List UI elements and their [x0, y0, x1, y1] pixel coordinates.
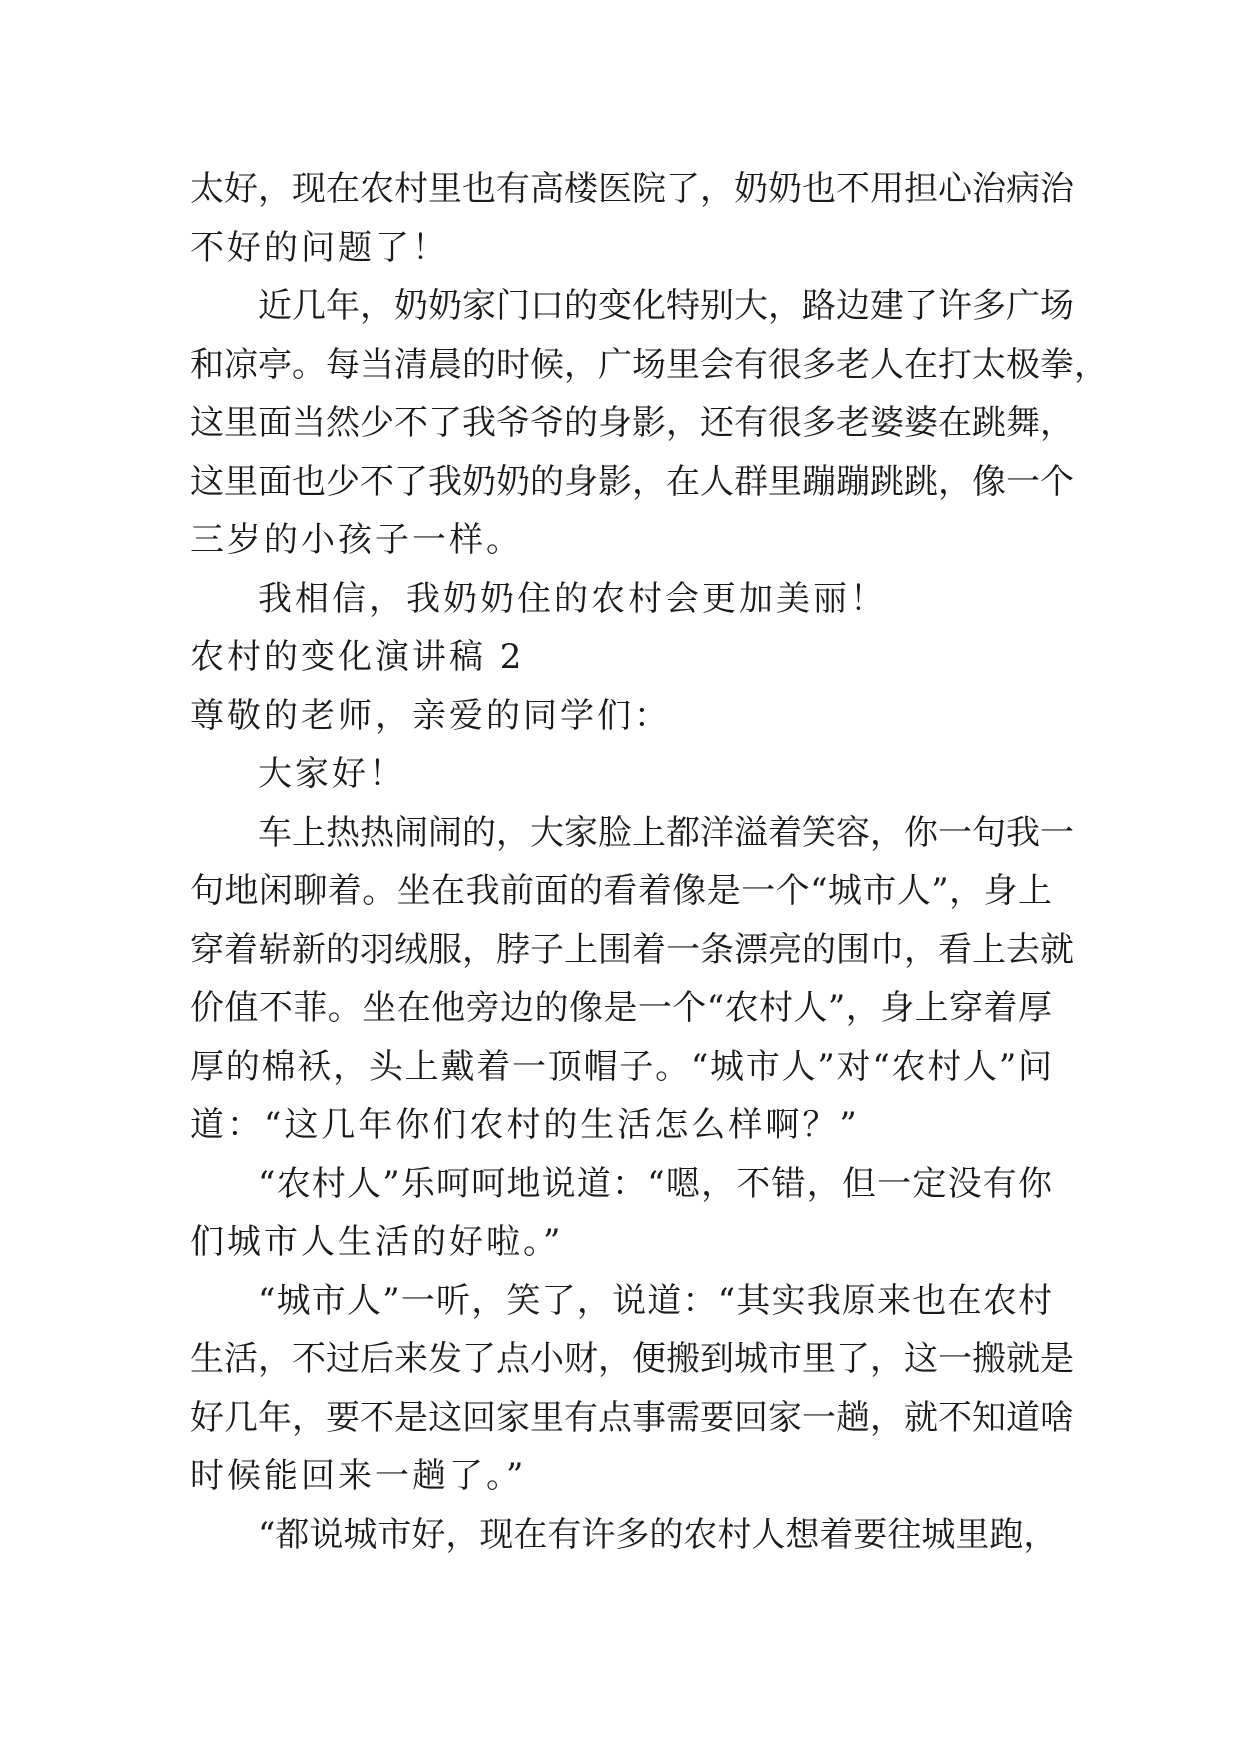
text-line: 们城市人生活的好啦。” — [190, 1222, 564, 1262]
text-line: 时候能回来一趟了。” — [190, 1456, 527, 1496]
text-line: 穿着崭新的羽绒服，脖子上围着一条漂亮的围巾，看上去就 — [190, 929, 1074, 970]
text-line: 好几年，要不是这回家里有点事需要回家一趟，就不知道啥 — [190, 1397, 1074, 1438]
text-line: 和凉亭。每当清晨的时候，广场里会有很多老人在打太极拳， — [190, 344, 1108, 385]
text-line: 价值不菲。坐在他旁边的像是一个“农村人”，身上穿着厚 — [190, 988, 1052, 1028]
text-line: “农村人”乐呵呵地说道：“嗯，不错，但一定没有你 — [258, 1163, 1052, 1204]
text-line: 这里面当然少不了我爷爷的身影，还有很多老婆婆在跳舞， — [190, 403, 1074, 443]
text-line: 这里面也少不了我奶奶的身影，在人群里蹦蹦跳跳，像一个 — [190, 461, 1074, 502]
text-line: 句地闲聊着。坐在我前面的看着像是一个“城市人”，身上 — [190, 871, 1052, 911]
section-heading: 农村的变化演讲稿 2 — [190, 637, 525, 677]
text-line: 不好的问题了！ — [190, 227, 449, 268]
salutation: 尊敬的老师，亲爱的同学们： — [190, 695, 671, 736]
text-line: 生活，不过后来发了点小财，便搬到城市里了，这一搬就是 — [190, 1339, 1074, 1379]
greeting: 大家好！ — [258, 754, 406, 794]
document-page — [190, 160, 1108, 1564]
text-line: “都说城市好，现在有许多的农村人想着要往城里跑， — [258, 1514, 1058, 1555]
text-line: “城市人”一听，笑了，说道：“其实我原来也在农村 — [258, 1280, 1052, 1321]
text-line: 三岁的小孩子一样。 — [190, 520, 523, 560]
text-line: 道：“这几年你们农村的生活怎么样啊？” — [190, 1105, 860, 1145]
text-line: 我相信，我奶奶住的农村会更加美丽！ — [258, 578, 887, 619]
text-line: 车上热热闹闹的，大家脸上都洋溢着笑容，你一句我一 — [258, 812, 1074, 853]
text-line: 厚的棉袄，头上戴着一顶帽子。“城市人”对“农村人”问 — [190, 1046, 1052, 1087]
text-line: 太好，现在农村里也有高楼医院了，奶奶也不用担心治病治 — [190, 169, 1074, 209]
text-line: 近几年，奶奶家门口的变化特别大，路边建了许多广场 — [258, 286, 1074, 326]
